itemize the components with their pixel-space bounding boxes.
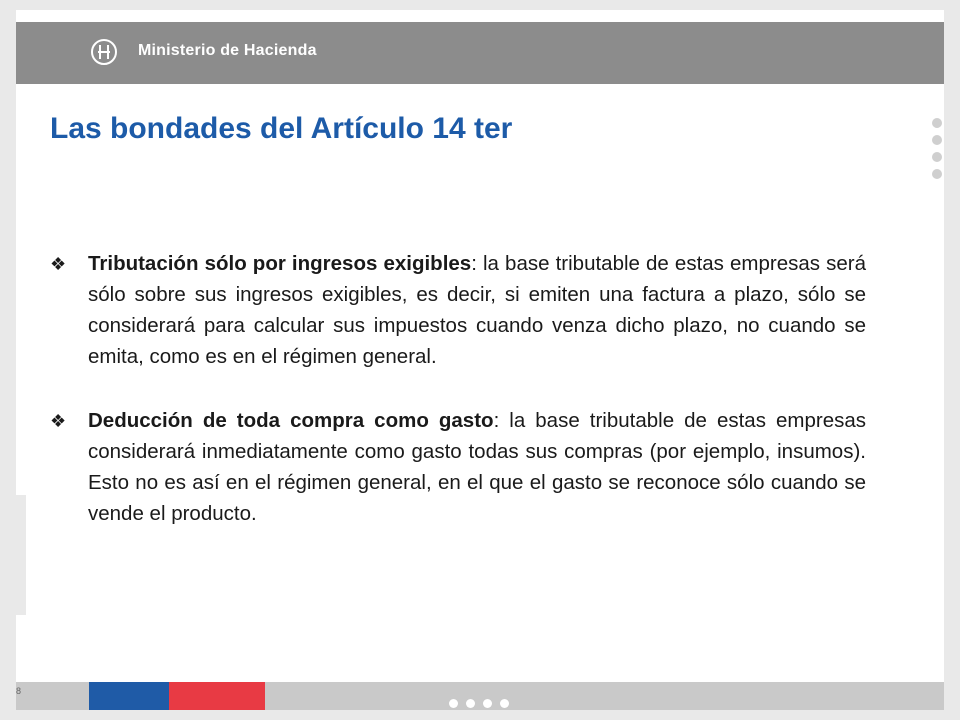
bullet-text: : la base tributable de estas empresas será sólo sobre sus ingresos exigibles, es decir, si emiten una factura a plazo, sólo se considerará para calcular sus impuestos cuando venza dicho plazo, no cuando se emita, como es en el régimen general. [88, 252, 866, 368]
bullet-text: : la base tributable de estas empresas considerará inmediatamente como gasto todas sus compras (por ejemplo, insumos). Esto no es así en el régimen general, en el que el gasto se reconoce sólo cuando se vende el producto. [88, 409, 867, 525]
slide [16, 10, 944, 710]
diamond-bullet-icon: ❖ [50, 411, 67, 431]
header-bar [16, 22, 944, 84]
decoration-dot [500, 699, 509, 708]
ministry-name: Ministerio de Hacienda [138, 42, 317, 59]
left-edge-notch [16, 495, 26, 615]
ministry-crest-icon [91, 39, 117, 65]
bullet-item [50, 248, 866, 372]
decoration-dot [483, 699, 492, 708]
decoration-dot [449, 699, 458, 708]
diamond-bullet-icon: ❖ [50, 254, 67, 274]
bullet-item [50, 405, 866, 529]
flag-stripe-blue [89, 682, 169, 710]
bullet-list [50, 248, 866, 529]
slide-title: Las bondades del Artículo 14 ter [50, 112, 513, 145]
flag-stripe-red [169, 682, 265, 710]
side-decoration-dots [932, 118, 942, 186]
bullet-heading: Tributación sólo por ingresos exigibles [88, 252, 472, 275]
footer-decoration-dots [449, 699, 509, 708]
decoration-dot [932, 169, 942, 179]
decoration-dot [932, 118, 942, 128]
page-number: 8 [16, 686, 22, 696]
decoration-dot [466, 699, 475, 708]
decoration-dot [932, 152, 942, 162]
bullet-heading: Deducción de toda compra como gasto [88, 409, 494, 432]
decoration-dot [932, 135, 942, 145]
